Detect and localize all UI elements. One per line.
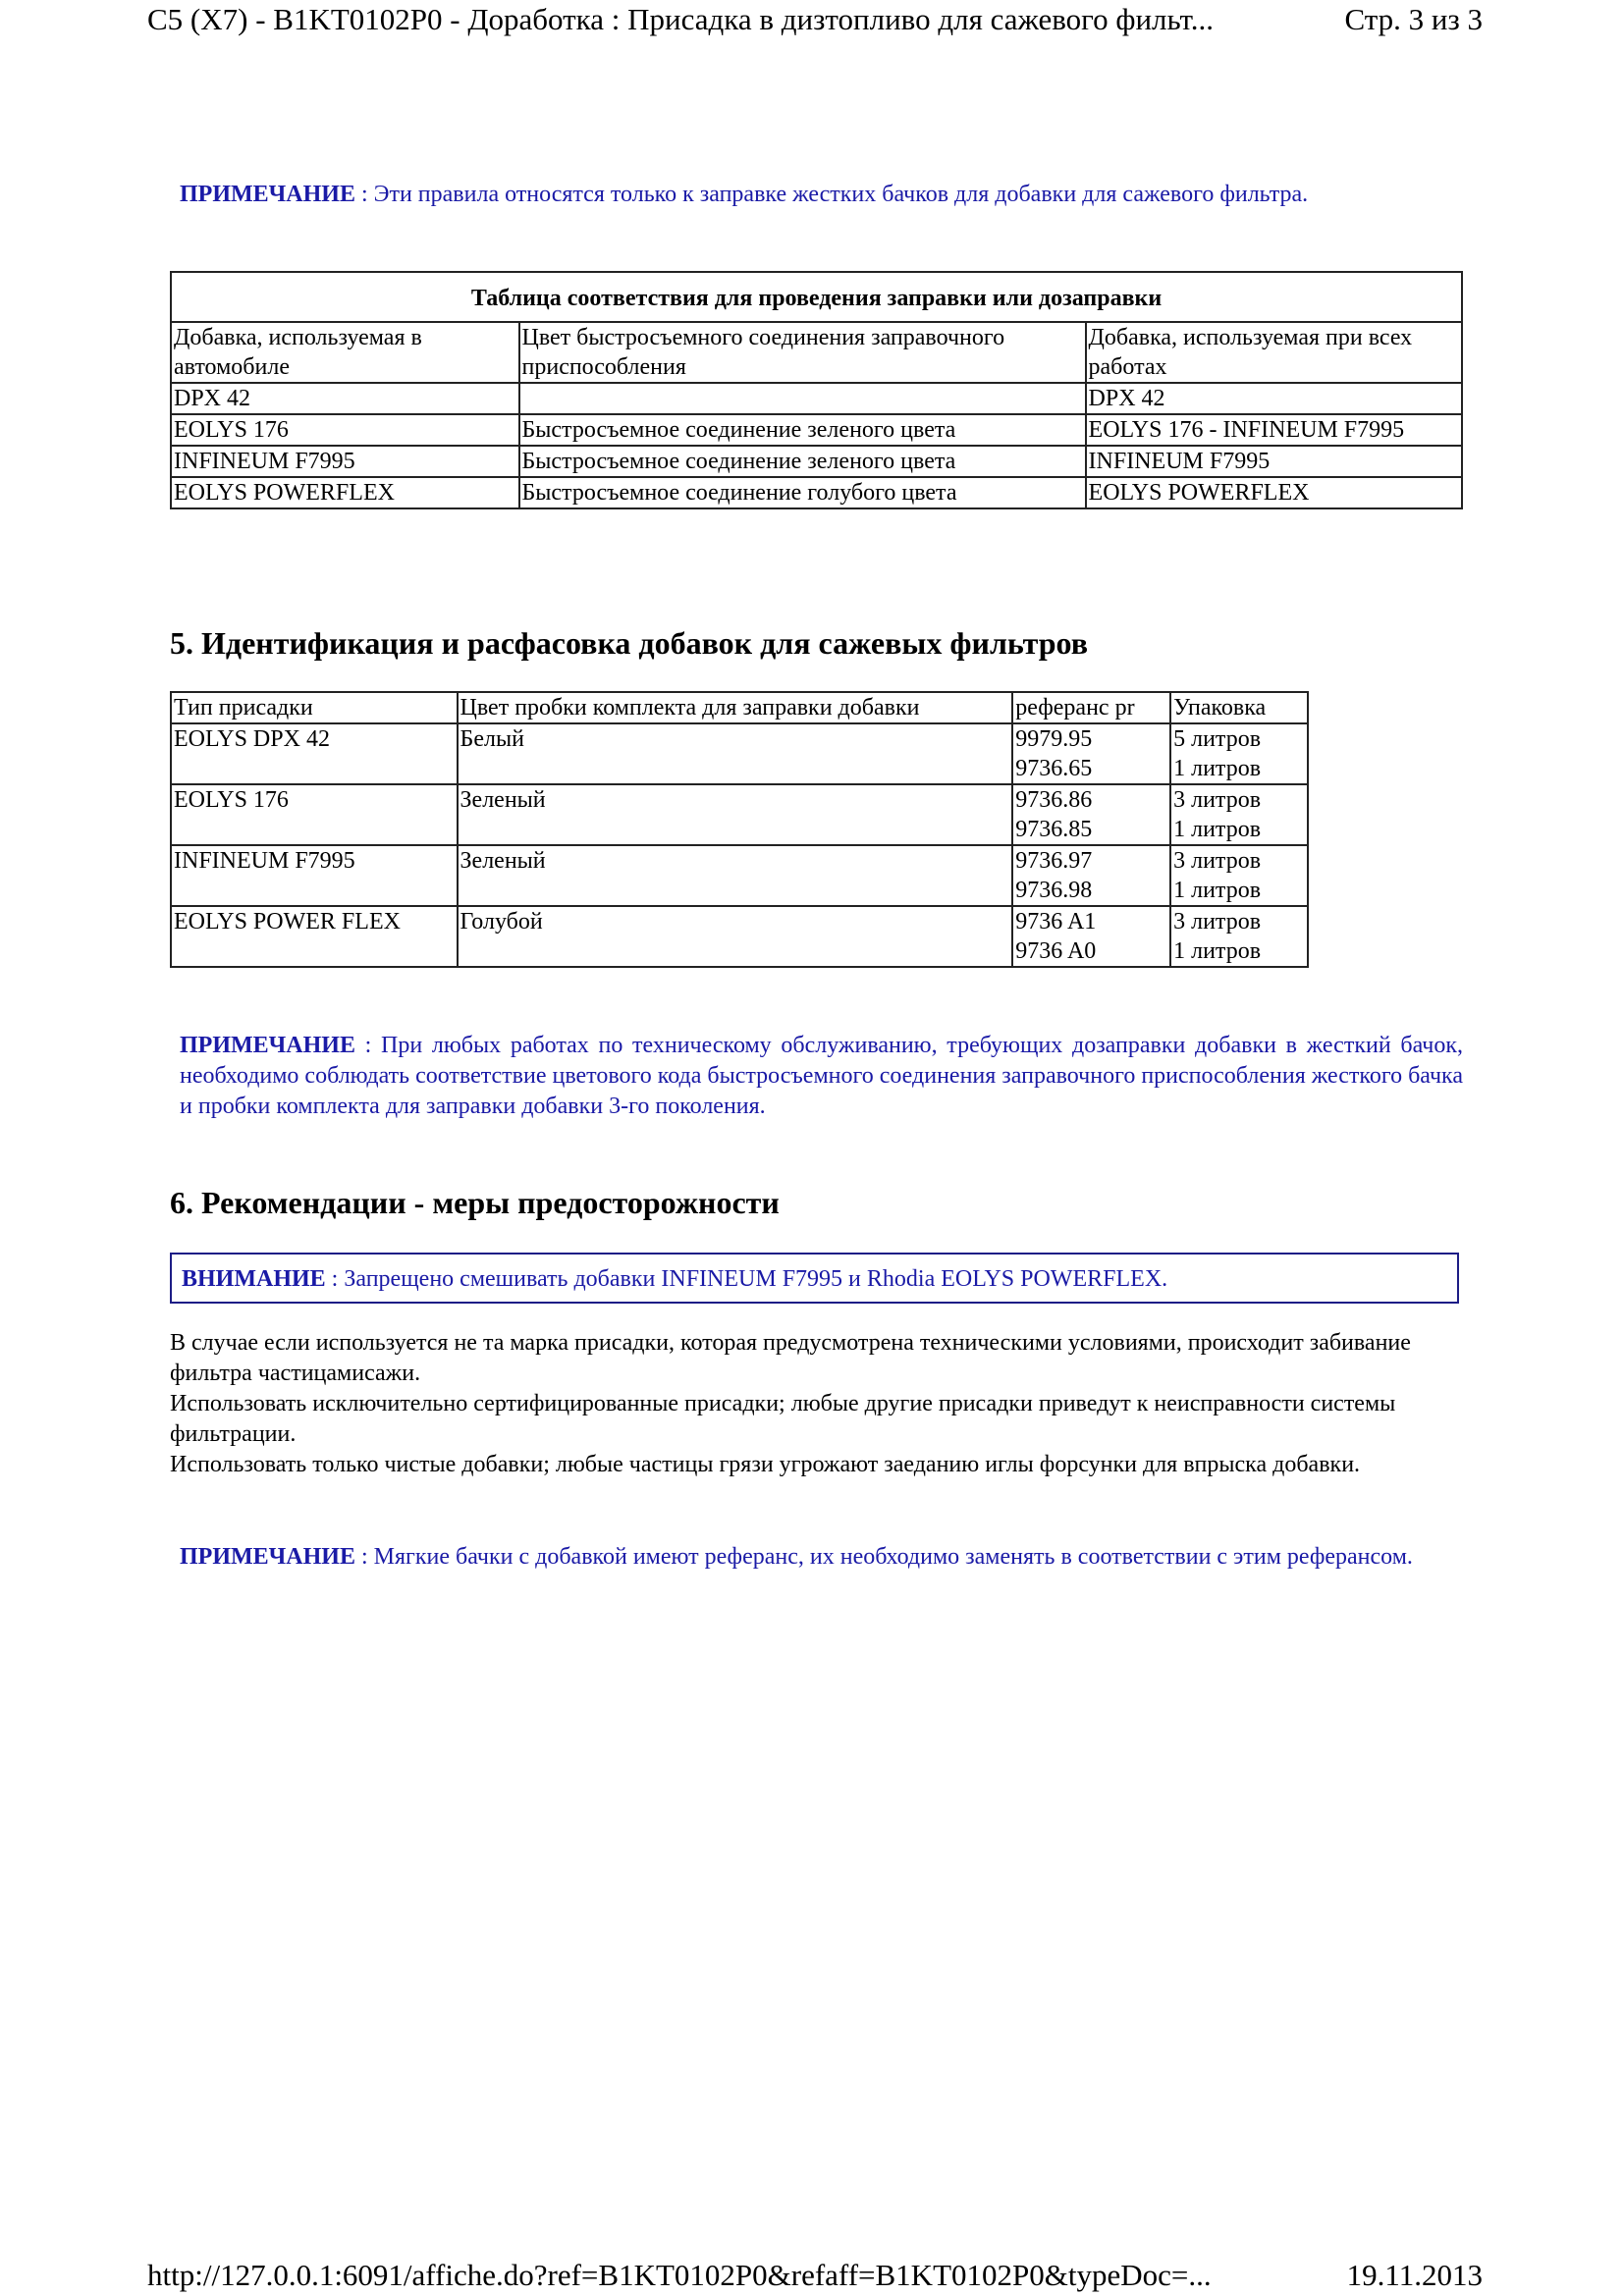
cap-color: Зеленый xyxy=(458,845,1013,906)
column-header: Цвет быстросъемного соединения заправочного приспособления xyxy=(519,322,1086,383)
table-header-row xyxy=(171,322,1462,383)
table-cell: INFINEUM F7995 xyxy=(171,446,519,477)
document-title: C5 (X7) - B1KT0102P0 - Доработка : Присадка в дизтопливо для сажевого фильт... xyxy=(147,2,1214,36)
note-text: : Мягкие бачки с добавкой имеют реферанс, их необходимо заменять в соответствии с этим реферансом. xyxy=(354,1544,1413,1570)
page-url: http://127.0.0.1:6091/affiche.do?ref=B1KT0102P0&refaff=B1KT0102P0&typeDoc=... xyxy=(147,2258,1212,2292)
packaging: 3 литров xyxy=(1173,909,1262,934)
note-text: : Эти правила относятся только к заправке жестких бачков для добавки для сажевого фильтра. xyxy=(354,182,1309,207)
additive-type: INFINEUM F7995 xyxy=(171,845,458,906)
table-cell: INFINEUM F7995 xyxy=(1086,446,1462,477)
packaging-cell xyxy=(1170,723,1308,784)
table-header-row xyxy=(171,692,1308,723)
page-number: Стр. 3 из 3 xyxy=(1344,2,1483,36)
additive-type: EOLYS POWER FLEX xyxy=(171,906,458,967)
table-cell: DPX 42 xyxy=(1086,383,1462,414)
section-6-heading: 6. Рекомендации - меры предосторожности xyxy=(170,1185,780,1220)
note-refill-rules xyxy=(170,180,1463,210)
precautions-text xyxy=(170,1328,1463,1480)
warning-box xyxy=(170,1253,1459,1304)
packaging: 1 литров xyxy=(1173,817,1262,842)
section-5-heading: 5. Идентификация и расфасовка добавок для сажевых фильтров xyxy=(170,625,1088,661)
reference-cell xyxy=(1012,906,1170,967)
table-cell: Быстросъемное соединение голубого цвета xyxy=(519,477,1086,508)
table-cell xyxy=(519,383,1086,414)
reference: 9736.85 xyxy=(1015,817,1093,842)
print-date: 19.11.2013 xyxy=(1346,2258,1483,2292)
reference: 9736.97 xyxy=(1015,848,1093,874)
additives-table xyxy=(170,691,1309,968)
table-cell: Быстросъемное соединение зеленого цвета xyxy=(519,414,1086,446)
reference: 9736.86 xyxy=(1015,787,1093,813)
note-label: ПРИМЕЧАНИЕ xyxy=(180,1033,355,1058)
column-header: Упаковка xyxy=(1170,692,1308,723)
cap-color: Зеленый xyxy=(458,784,1013,845)
reference-cell xyxy=(1012,723,1170,784)
table-row xyxy=(171,383,1462,414)
packaging: 1 литров xyxy=(1173,938,1262,964)
paragraph: Использовать только чистые добавки; любые частицы грязи угрожают заеданию иглы форсунки для впрыска добавки. xyxy=(170,1452,1361,1477)
note-text: : При любых работах по техническому обслуживанию, требующих дозаправки добавки в жесткий бачок, необходимо соблюдать соответствие цветового кода быстросъемного соединения заправочного приспособления жесткого бачка и пробки комплекта для заправки добавки 3-го поколения. xyxy=(180,1033,1463,1119)
packaging-cell xyxy=(1170,845,1308,906)
table-cell: DPX 42 xyxy=(171,383,519,414)
reference: 9979.95 xyxy=(1015,726,1093,752)
table-cell: EOLYS POWERFLEX xyxy=(1086,477,1462,508)
column-header: Добавка, используемая при всех работах xyxy=(1086,322,1462,383)
packaging-cell xyxy=(1170,906,1308,967)
additive-type: EOLYS 176 xyxy=(171,784,458,845)
table-row xyxy=(171,477,1462,508)
table-row xyxy=(171,845,1308,906)
column-header: реферанс pr xyxy=(1012,692,1170,723)
cap-color: Голубой xyxy=(458,906,1013,967)
note-color-code xyxy=(170,1031,1463,1122)
packaging-cell xyxy=(1170,784,1308,845)
note-soft-tanks xyxy=(170,1542,1463,1573)
table-cell: EOLYS POWERFLEX xyxy=(171,477,519,508)
table-row xyxy=(171,906,1308,967)
note-label: ПРИМЕЧАНИЕ xyxy=(180,182,355,207)
reference-cell xyxy=(1012,784,1170,845)
table-row xyxy=(171,723,1308,784)
reference: 9736 A1 xyxy=(1015,909,1097,934)
reference: 9736 A0 xyxy=(1015,938,1097,964)
note-label: ПРИМЕЧАНИЕ xyxy=(180,1544,355,1570)
reference-cell xyxy=(1012,845,1170,906)
table-row xyxy=(171,446,1462,477)
reference: 9736.98 xyxy=(1015,878,1093,903)
column-header: Тип присадки xyxy=(171,692,458,723)
correspondence-table xyxy=(170,271,1463,509)
table-row xyxy=(171,784,1308,845)
page-footer xyxy=(147,2258,1483,2293)
packaging: 1 литров xyxy=(1173,756,1262,781)
packaging: 3 литров xyxy=(1173,787,1262,813)
packaging: 5 литров xyxy=(1173,726,1262,752)
reference: 9736.65 xyxy=(1015,756,1093,781)
additive-type: EOLYS DPX 42 xyxy=(171,723,458,784)
cap-color: Белый xyxy=(458,723,1013,784)
table-caption: Таблица соответствия для проведения заправки или дозаправки xyxy=(171,272,1462,322)
table-row xyxy=(171,414,1462,446)
warning-label: ВНИМАНИЕ xyxy=(182,1266,326,1292)
table-cell: EOLYS 176 - INFINEUM F7995 xyxy=(1086,414,1462,446)
column-header: Добавка, используемая в автомобиле xyxy=(171,322,519,383)
column-header: Цвет пробки комплекта для заправки добавки xyxy=(458,692,1013,723)
table-cell: EOLYS 176 xyxy=(171,414,519,446)
page-header xyxy=(147,2,1483,37)
packaging: 3 литров xyxy=(1173,848,1262,874)
packaging: 1 литров xyxy=(1173,878,1262,903)
paragraph: Использовать исключительно сертифицированные присадки; любые другие присадки приведут к неисправности системы фильтрации. xyxy=(170,1391,1396,1447)
paragraph: В случае если используется не та марка присадки, которая предусмотрена техническими условиями, происходит забивание фильтра частицамисажи. xyxy=(170,1330,1411,1386)
warning-text: : Запрещено смешивать добавки INFINEUM F7995 и Rhodia EOLYS POWERFLEX. xyxy=(325,1266,1168,1292)
table-cell: Быстросъемное соединение зеленого цвета xyxy=(519,446,1086,477)
